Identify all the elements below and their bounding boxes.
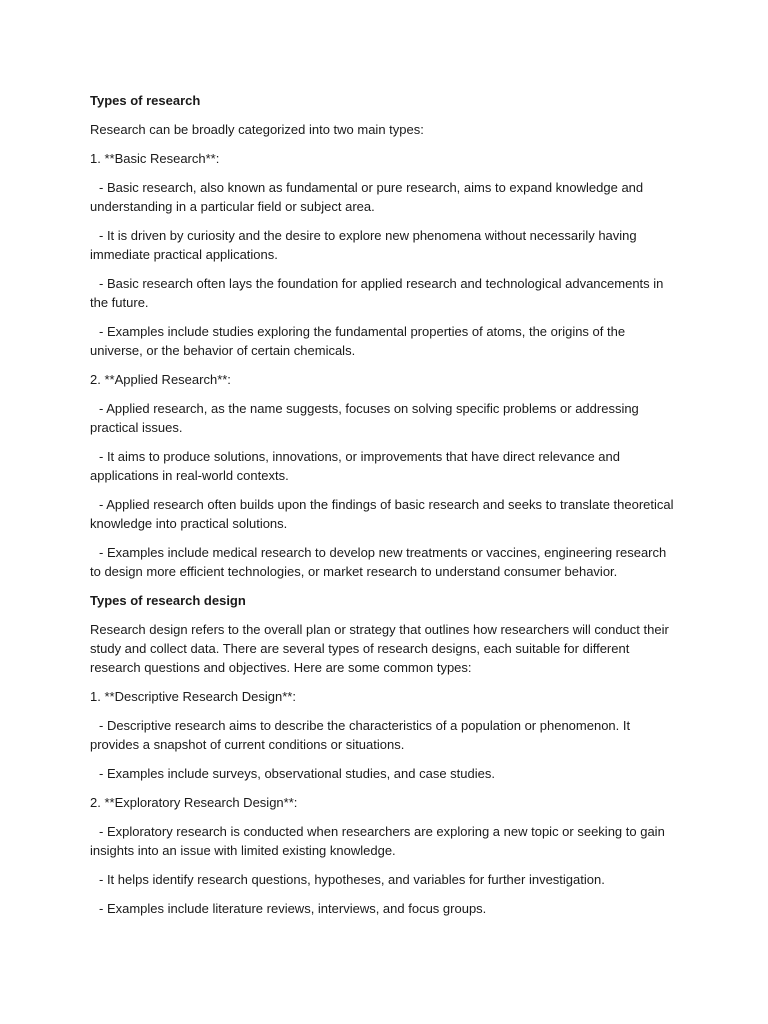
bullet-paragraph: - Descriptive research aims to describe the characteristics of a population or phenomenon. It provides a snapshot of current conditions or situations. bbox=[90, 718, 631, 752]
bullet-paragraph: - Exploratory research is conducted when researchers are exploring a new topic or seeking to gain insights into an issue with limited existing knowledge. bbox=[90, 824, 665, 858]
section-intro: Research design refers to the overall plan or strategy that outlines how researchers will conduct their study and collect data. There are several types of research designs, each suitable for different research questions and objectives. Here are some common types: bbox=[90, 622, 669, 675]
section-intro: Research can be broadly categorized into two main types: bbox=[90, 122, 424, 137]
bullet-paragraph: - Basic research, also known as fundamental or pure research, aims to expand knowledge and understanding in a particular field or subject area. bbox=[90, 180, 644, 214]
item-title: 2. **Applied Research**: bbox=[90, 372, 231, 387]
item-title: 1. **Basic Research**: bbox=[90, 151, 220, 166]
bullet-paragraph: - Examples include surveys, observational studies, and case studies. bbox=[99, 766, 495, 781]
bullet-paragraph: - It helps identify research questions, hypotheses, and variables for further investigation. bbox=[99, 872, 605, 887]
item-title: 2. **Exploratory Research Design**: bbox=[90, 795, 298, 810]
bullet-paragraph: - Applied research, as the name suggests, focuses on solving specific problems or addressing practical issues. bbox=[90, 401, 639, 435]
section-heading: Types of research design bbox=[90, 593, 246, 608]
section-heading: Types of research bbox=[90, 93, 201, 108]
bullet-paragraph: - It is driven by curiosity and the desire to explore new phenomena without necessarily having immediate practical applications. bbox=[90, 228, 637, 262]
bullet-paragraph: - Examples include medical research to develop new treatments or vaccines, engineering research to design more efficient technologies, or market research to understand consumer behavior. bbox=[90, 545, 667, 579]
document-page bbox=[90, 91, 680, 928]
bullet-paragraph: - Applied research often builds upon the findings of basic research and seeks to translate theoretical knowledge into practical solutions. bbox=[90, 497, 674, 531]
bullet-paragraph: - Basic research often lays the foundation for applied research and technological advancements in the future. bbox=[90, 276, 664, 310]
item-title: 1. **Descriptive Research Design**: bbox=[90, 689, 296, 704]
bullet-paragraph: - It aims to produce solutions, innovations, or improvements that have direct relevance and applications in real-world contexts. bbox=[90, 449, 620, 483]
bullet-paragraph: - Examples include studies exploring the fundamental properties of atoms, the origins of the universe, or the behavior of certain chemicals. bbox=[90, 324, 626, 358]
bullet-paragraph: - Examples include literature reviews, interviews, and focus groups. bbox=[99, 901, 487, 916]
